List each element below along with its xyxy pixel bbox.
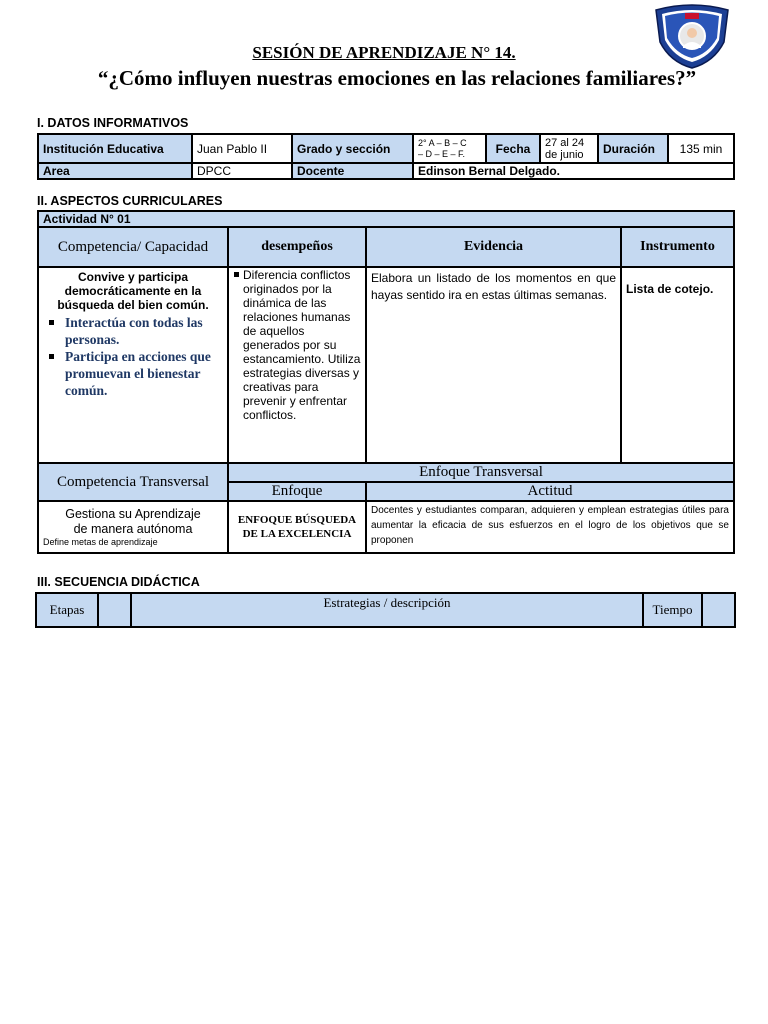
capacidad-item: Interactúa con todas las personas. — [65, 314, 223, 348]
institucion-value: Juan Pablo II — [192, 134, 292, 163]
enfoque-value: ENFOQUE BÚSQUEDA DE LA EXCELENCIA — [228, 501, 366, 553]
col-competencia-header: Competencia/ Capacidad — [38, 227, 228, 267]
enfoque-header: Enfoque — [228, 482, 366, 501]
grado-value — [413, 134, 486, 163]
define-metas: Define metas de aprendizaje — [43, 536, 158, 547]
blank-header-cell — [98, 593, 131, 627]
col-evidencia-header: Evidencia — [366, 227, 621, 267]
section-heading-datos: I. DATOS INFORMATIVOS — [37, 116, 189, 130]
desempenos-cell — [228, 267, 366, 463]
desempeno-item — [231, 268, 363, 422]
desempeno-text-2: Utiliza estrategias diversas y creativas para prevenir y enfrentar conflictos. — [243, 352, 361, 422]
page-title: SESIÓN DE APRENDIZAJE N° 14. — [252, 43, 516, 62]
gestiona-line2: de manera autónoma — [73, 521, 193, 536]
fecha-value — [540, 134, 598, 163]
fecha-label: Fecha — [486, 134, 540, 163]
docente-label: Docente — [292, 163, 413, 179]
etapas-header: Etapas — [36, 593, 98, 627]
fecha-value-line2: de junio — [545, 148, 584, 161]
gestiona-line1: Gestiona su Aprendizaje — [65, 506, 201, 521]
area-value: DPCC — [192, 163, 292, 179]
secuencia-didactica-table — [35, 592, 736, 628]
grado-value-line1: 2° A – B – C — [418, 137, 467, 148]
capacidad-item: Participa en acciones que promuevan el bienestar común. — [65, 348, 223, 399]
aspectos-curriculares-table — [37, 210, 735, 554]
actitud-value: Docentes y estudiantes comparan, adquieren y emplean estrategias útiles para aumentar la eficacia de sus esfuerzos en el logro de los objetivos que se proponen — [366, 501, 734, 553]
estrategias-header: Estrategias / descripción — [131, 593, 643, 627]
gestiona-cell — [38, 501, 228, 553]
competencia-cell — [38, 267, 228, 463]
capacidades-list — [43, 314, 223, 399]
actitud-header: Actitud — [366, 482, 734, 501]
col-desempenos-header: desempeños — [228, 227, 366, 267]
competencia-transversal-header: Competencia Transversal — [38, 463, 228, 501]
duracion-value: 135 min — [668, 134, 734, 163]
docente-value: Edinson Bernal Delgado. — [413, 163, 734, 179]
section-heading-secuencia: III. SECUENCIA DIDÁCTICA — [37, 575, 200, 589]
actividad-label: Actividad N° 01 — [38, 211, 734, 227]
enfoque-transversal-header: Enfoque Transversal — [228, 463, 734, 482]
col-instrumento-header: Instrumento — [621, 227, 734, 267]
instrumento-cell: Lista de cotejo. — [621, 267, 734, 463]
area-label: Area — [38, 163, 192, 179]
desempeno-text-1: Diferencia conflictos originados por la dinámica de las relaciones humanas de aquellos generados por su estancamiento. — [243, 268, 351, 366]
grado-value-line2: – D – E – F. — [418, 148, 466, 159]
tiempo-header: Tiempo — [643, 593, 702, 627]
blank-header-cell — [702, 593, 735, 627]
institucion-label: Institución Educativa — [38, 134, 192, 163]
duracion-label: Duración — [598, 134, 668, 163]
grado-label: Grado y sección — [292, 134, 413, 163]
fecha-value-line1: 27 al 24 — [545, 136, 585, 149]
competencia-text: Convive y participa democráticamente en la búsqueda del bien común. — [57, 270, 209, 312]
bullet-square-icon — [234, 272, 239, 277]
evidencia-cell: Elabora un listado de los momentos en que hayas sentido ira en estas últimas semanas. — [366, 267, 621, 463]
section-heading-aspectos: II. ASPECTOS CURRICULARES — [37, 194, 223, 208]
page-subtitle: “¿Cómo influyen nuestras emociones en las relaciones familiares?” — [97, 66, 697, 90]
datos-informativos-table — [37, 133, 735, 180]
